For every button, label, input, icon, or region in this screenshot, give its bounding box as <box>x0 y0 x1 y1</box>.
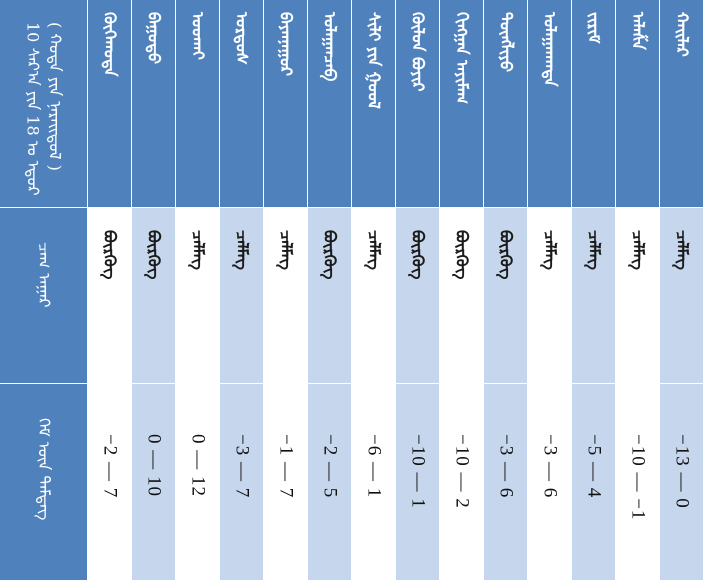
table-row <box>308 0 352 581</box>
table-row <box>660 0 704 581</box>
city-name: ᠰᠢᠯᠢ ᠶᠢᠨ ᠭᠣᠣᠯ <box>364 12 384 109</box>
city-name: ᠤᠯᠠᠭᠠᠨᠴᠠᠪ <box>320 12 340 82</box>
temperature-range: −6 — 1 <box>363 434 385 499</box>
table-row <box>220 0 264 581</box>
weather-condition: ᠴᠡᠯᠮᠡᠭ <box>628 230 648 270</box>
city-name: ᠲᠥᠩᠯᠢᠶᠣ <box>496 12 516 73</box>
header-title <box>22 0 66 196</box>
city-name: ᠬᠠᠢᠯᠠᠷ <box>672 12 692 57</box>
weather-condition: ᠴᠡᠯᠮᠡᠭ <box>188 230 208 270</box>
city-name: ᠬᠢᠩᠭᠠᠨ ᠠᠶᠢᠮᠠᠭ <box>452 12 472 105</box>
temperature-range: 0 — 10 <box>143 434 165 497</box>
header-temperature-label: ᠬᠡᠮ ᠦᠨ ᠳᠡᠮᠳᠡᠭ <box>34 418 54 521</box>
temperature-range: −10 — −1 <box>627 434 649 521</box>
temperature-range: −1 — 7 <box>275 434 297 499</box>
city-name: ᠬᠥᠯᠥᠨ ᠪᠤᠶᠢᠷ <box>408 12 428 92</box>
city-name: ᠪᠠᠶᠠᠨᠨᠠᠭᠤᠷ <box>276 12 296 77</box>
header-temperature-cell <box>0 384 87 581</box>
temperature-range: −13 — 0 <box>671 434 693 509</box>
city-name: ᠵᠢᠷᠢᠮ <box>584 12 604 44</box>
weather-condition: ᠴᠡᠯᠮᠡᠭ <box>672 230 692 270</box>
header-title-line1: 10 ᠰᠠᠷ᠎ᠠ ᠶᠢᠨ 18 ᠤ ᠡᠳᠦᠷ <box>23 22 43 196</box>
table-row <box>616 0 660 581</box>
weather-condition: ᠴᠡᠯᠮᠡᠭ <box>276 230 296 270</box>
table-row <box>352 0 396 581</box>
city-name: ᠠᠯᠠᠱᠠ <box>628 12 648 50</box>
weather-condition: ᠪᠦᠷᠬᠦᠭ <box>320 230 340 280</box>
city-name: ᠬᠥᠬᠡᠬᠣᠲᠠ <box>100 12 120 77</box>
table-row <box>572 0 616 581</box>
temperature-range: −5 — 4 <box>583 434 605 499</box>
table-row <box>484 0 528 581</box>
header-title-line2: ( ᠬᠣᠲᠠ ᠶᠢᠨ ᠨᠡᠷᠡᠢᠳᠦᠯ ) <box>45 22 65 171</box>
city-name: ᠤᠯᠠᠭᠠᠨᠬᠠᠳᠠ <box>540 12 560 87</box>
temperature-range: −2 — 5 <box>319 434 341 499</box>
city-name: ᠣᠷᠳᠤᠰ <box>232 12 252 65</box>
table-row <box>264 0 308 581</box>
temperature-range: −10 — 1 <box>407 434 429 509</box>
weather-condition: ᠪᠦᠷᠬᠦᠭ <box>452 230 472 280</box>
temperature-range: −3 — 7 <box>231 434 253 499</box>
weather-condition: ᠴᠡᠯᠮᠡᠭ <box>364 230 384 270</box>
table-row <box>440 0 484 581</box>
table-row <box>528 0 572 581</box>
table-row <box>176 0 220 581</box>
temperature-range: −3 — 6 <box>539 434 561 499</box>
weather-condition: ᠪᠦᠷᠬᠦᠭ <box>496 230 516 280</box>
table-row <box>396 0 440 581</box>
city-name: ᠪᠠᠭᠤᠲᠤ <box>144 12 164 65</box>
weather-condition: ᠪᠦᠷᠬᠦᠭ <box>144 230 164 280</box>
temperature-range: −3 — 6 <box>495 434 517 499</box>
weather-condition: ᠪᠦᠷᠬᠦᠭ <box>100 230 120 280</box>
temperature-range: −2 — 7 <box>99 434 121 499</box>
weather-condition: ᠴᠡᠯᠮᠡᠭ <box>232 230 252 270</box>
weather-condition: ᠪᠦᠷᠬᠦᠭ <box>408 230 428 280</box>
temperature-range: −10 — 2 <box>451 434 473 509</box>
city-name: ᠤᠤᠬᠠᠢ <box>188 12 208 60</box>
temperature-range: 0 — 12 <box>187 434 209 497</box>
header-weather-cell <box>0 208 87 384</box>
header-weather-label: ᠴᠠᠭ ᠠᠭᠠᠷ <box>34 242 54 308</box>
weather-condition: ᠴᠡᠯᠮᠡᠭ <box>584 230 604 270</box>
table-row <box>132 0 176 581</box>
weather-condition: ᠴᠡᠯᠮᠡᠭ <box>540 230 560 270</box>
header-column <box>0 0 88 581</box>
header-title-cell <box>0 0 87 208</box>
table-row <box>88 0 132 581</box>
